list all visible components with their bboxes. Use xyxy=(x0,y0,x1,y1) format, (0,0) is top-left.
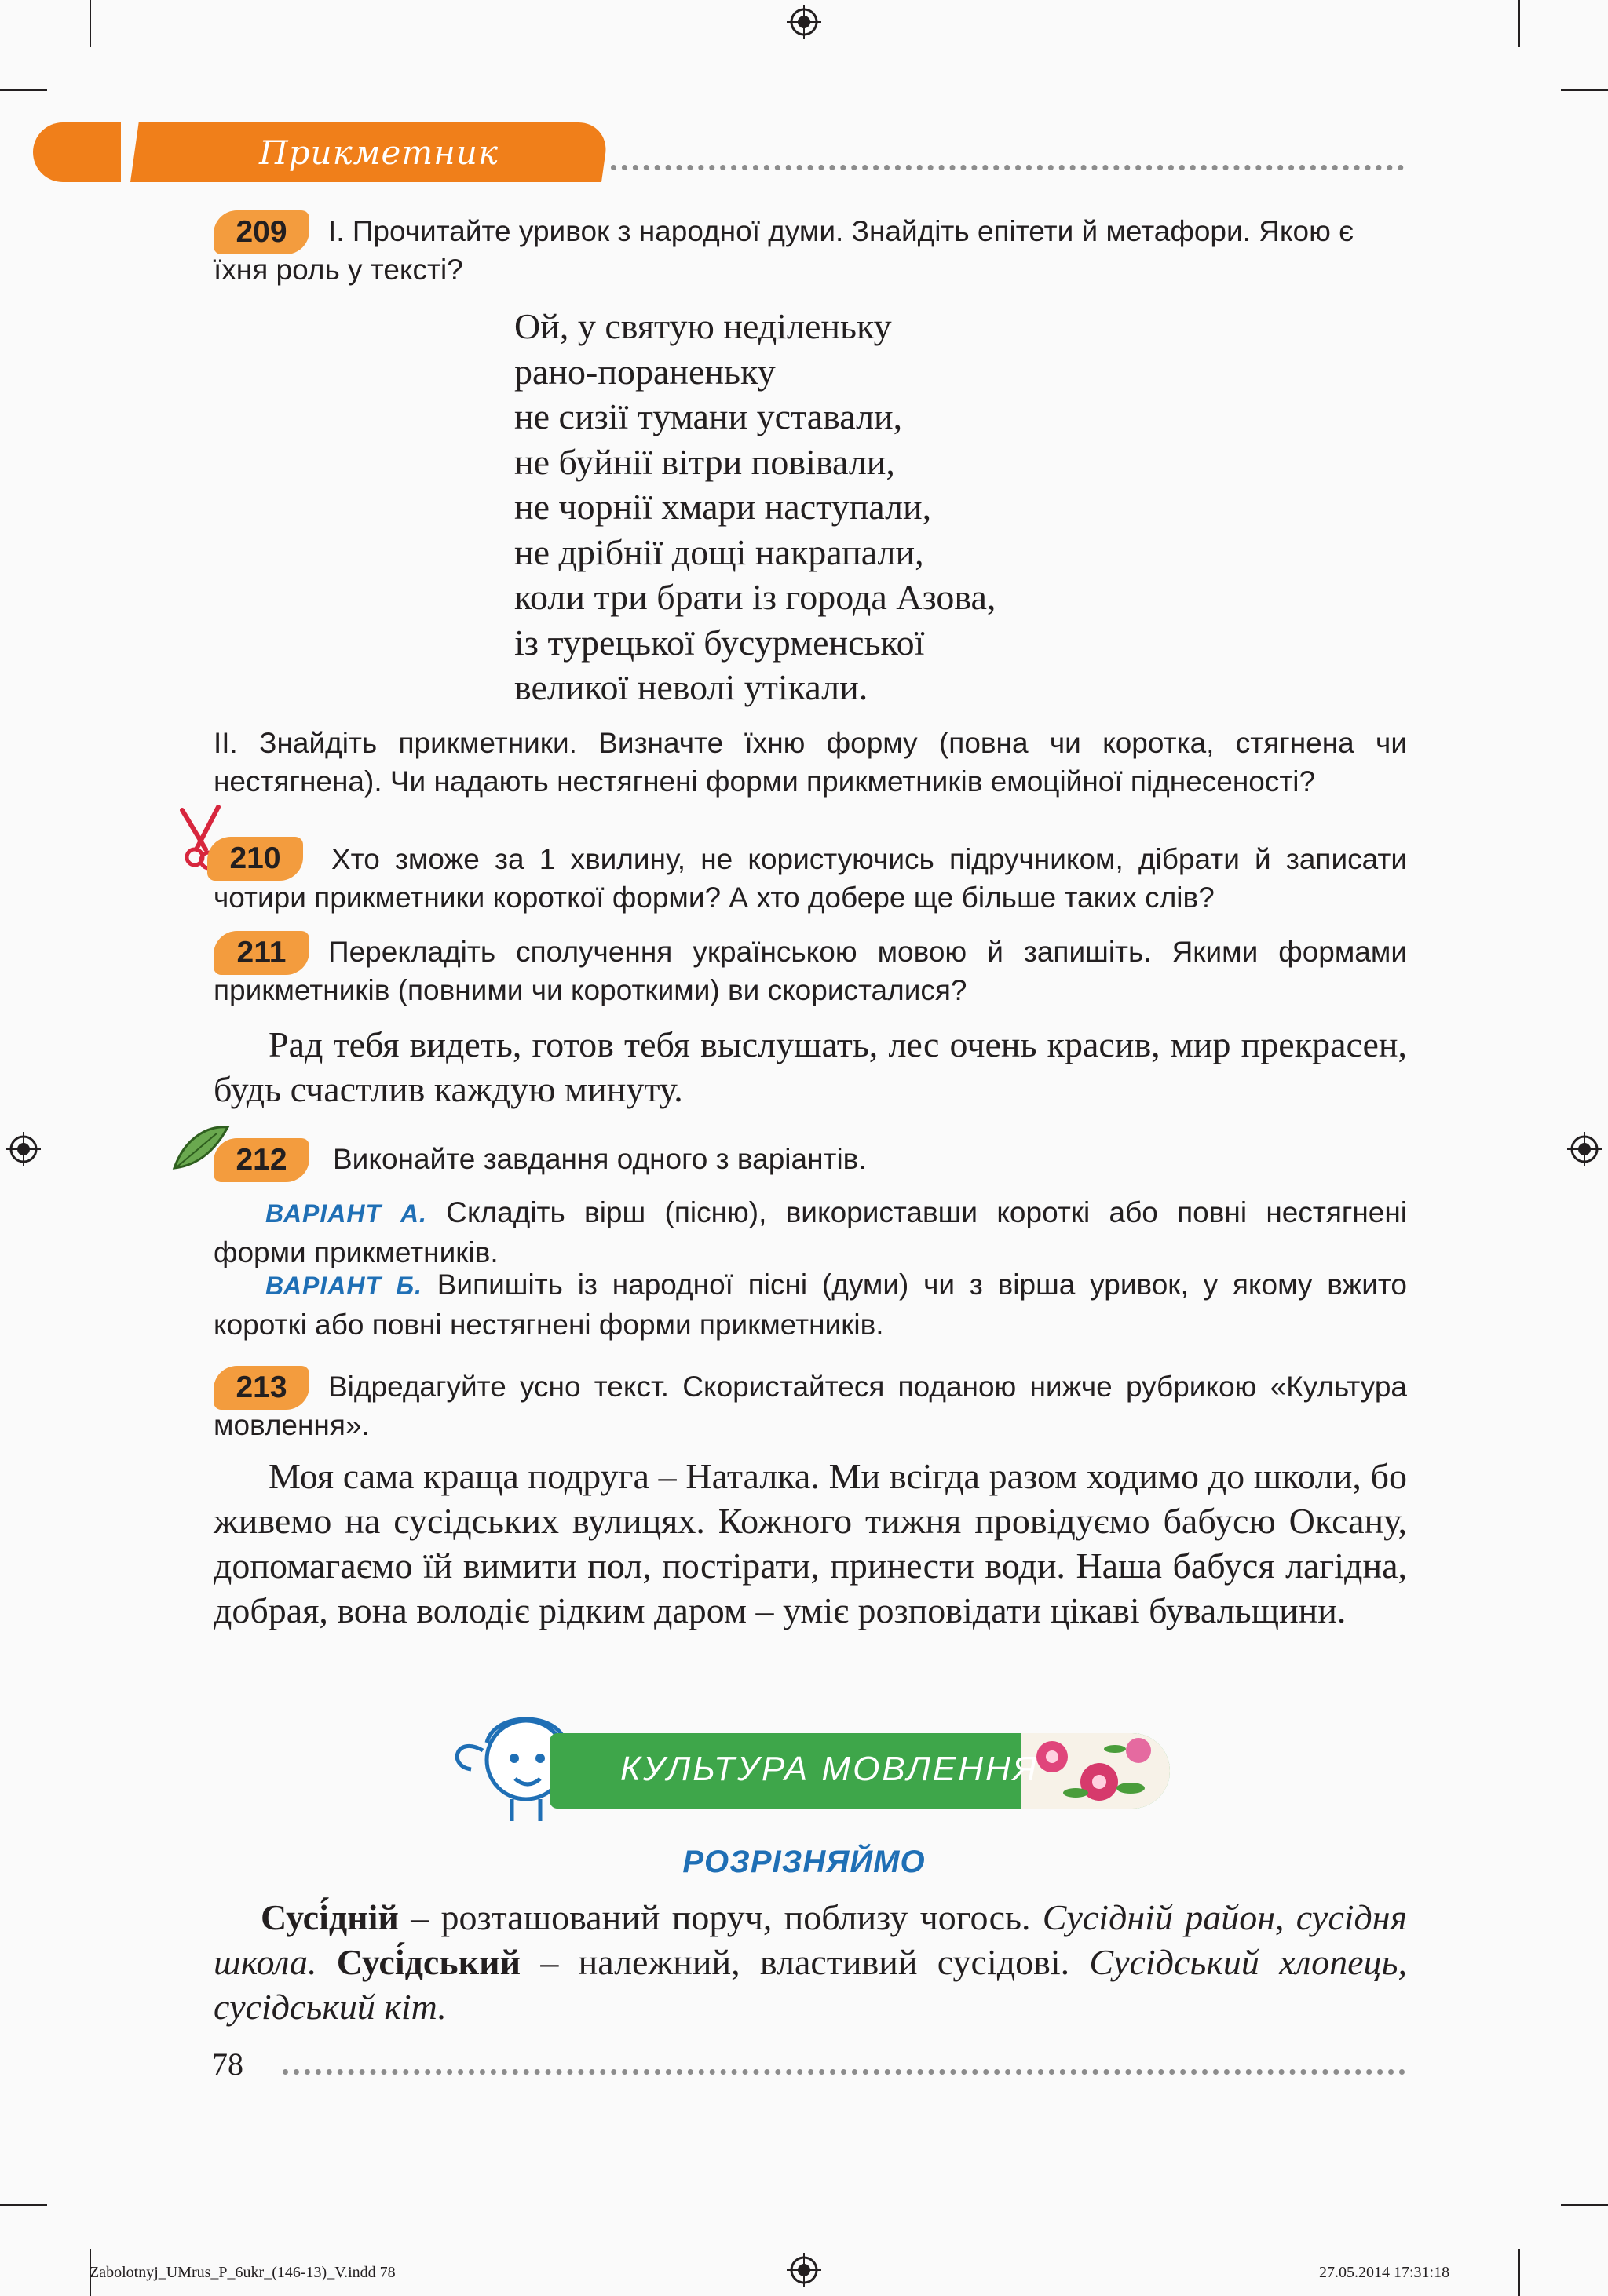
word-definitions xyxy=(214,1895,1407,2029)
registration-mark-icon xyxy=(787,2253,821,2287)
culture-banner-title: КУЛЬТУРА МОВЛЕННЯ xyxy=(620,1750,1039,1788)
registration-mark-icon xyxy=(787,5,821,39)
exercise-212-text: Виконайте завдання одного з варіантів. xyxy=(333,1143,867,1175)
registration-mark-icon xyxy=(1567,1132,1602,1166)
exercise-number-213: 213 xyxy=(214,1366,309,1410)
poem-line: не чорнії хмари наступали, xyxy=(514,487,932,527)
crop-mark xyxy=(0,2204,47,2206)
crop-mark xyxy=(0,89,47,91)
variant-b xyxy=(214,1265,1407,1344)
variant-a-text: Складіть вірш (пісню), використавши короткі або повні нестягнені форми прикметників. xyxy=(214,1196,1408,1268)
crop-mark xyxy=(90,0,91,47)
exercise-number-211: 211 xyxy=(214,931,309,975)
footer-dotted-rule xyxy=(283,2069,1405,2075)
russian-phrases: Рад тебя видеть, готов тебя выслушать, лес очень красив, мир прекрасен, будь счастлив каждую минуту. xyxy=(214,1024,1407,1109)
floral-decoration xyxy=(1021,1733,1170,1809)
exercise-210-text: Хто зможе за 1 хвилину, не користуючись підручником, дібрати й записати чотири прикметники короткої форми? А хто добере ще більше таких слів? xyxy=(214,843,1407,914)
exercise-209-task-1: І. Прочитайте уривок з народної думи. Знайдіть епітети й метафори. Якою є їхня роль у тексті? xyxy=(214,215,1354,286)
crop-mark xyxy=(1561,89,1608,91)
variant-b-text: Випишіть із народної пісні (думи) чи з вірша уривок, у якому вжито короткі або повні нестягнені форми прикметників. xyxy=(214,1268,1407,1341)
header-accent xyxy=(33,122,121,182)
term-1: Сусі́дній xyxy=(261,1897,399,1937)
passage-to-edit: Моя сама краща подруга – Наталка. Ми всігда разом ходимо до школи, бо живемо на сусідських вулицях. Кожного тижня провідуємо бабусю Оксану, допомагаємо їй вимити пол, постірати, принести води. Наша бабуся лагідна, добрая, вона володіє рідким даром – уміє розповідати цікаві бувальщини. xyxy=(214,1456,1407,1630)
variant-a-label: ВАРІАНТ А. xyxy=(265,1199,427,1228)
example-1: Сусідній район, сусідня школа. xyxy=(214,1897,1407,1982)
poem-line: не буйнії вітри повівали, xyxy=(514,441,895,482)
poem-excerpt xyxy=(514,304,1221,710)
print-date-info: 27.05.2014 17:31:18 xyxy=(1319,2264,1450,2281)
variant-a xyxy=(214,1193,1407,1272)
section-title: Прикметник xyxy=(259,133,499,172)
variant-b-label: ВАРІАНТ Б. xyxy=(265,1272,422,1300)
poem-line: коли три брати із города Азова, xyxy=(514,577,996,617)
print-file-info: Zabolotnyj_UMrus_P_6ukr_(146-13)_V.indd 78 xyxy=(90,2264,396,2281)
crop-mark xyxy=(1518,0,1520,47)
poem-line: не сизії тумани уставали, xyxy=(514,396,903,436)
flower-pattern-icon xyxy=(1021,1733,1170,1809)
header-dotted-rule xyxy=(611,165,1404,170)
exercise-211-text: Перекладіть сполучення українською мовою й запишіть. Якими формами прикметників (повними чи короткими) ви скористалися? xyxy=(214,936,1407,1006)
crop-mark xyxy=(1561,2204,1608,2206)
poem-line: із турецької бусурменської xyxy=(514,622,925,663)
definition-2: – належний, властивий сусідові. xyxy=(521,1942,1090,1982)
term-2: Сусі́дський xyxy=(316,1942,521,1982)
poem-line: Ой, у святую неділеньку xyxy=(514,306,892,346)
example-2: Сусідський хлопець, сусідський кіт. xyxy=(214,1942,1407,2027)
definition-1: – розташований поруч, поблизу чогось. xyxy=(398,1897,1043,1937)
exercise-number-210: 210 xyxy=(207,837,303,881)
subheading-distinguish: РОЗРІЗНЯЙМО xyxy=(682,1845,926,1879)
poem-line: великої неволі утікали. xyxy=(514,667,868,707)
page-number: 78 xyxy=(212,2046,243,2082)
crop-mark xyxy=(1518,2249,1520,2296)
exercise-number-209: 209 xyxy=(214,210,309,254)
registration-mark-icon xyxy=(6,1132,41,1166)
poem-line: рано-пораненьку xyxy=(514,351,776,392)
poem-line: не дрібнії дощі накрапали, xyxy=(514,531,924,572)
exercise-213-text: Відредагуйте усно текст. Скористайтеся поданою нижче рубрикою «Культура мовлення». xyxy=(214,1371,1407,1441)
exercise-number-212: 212 xyxy=(214,1138,309,1182)
exercise-209-task-2: ІІ. Знайдіть прикметники. Визначте їхню форму (повна чи коротка, стягнена чи нестягнена). Чи надають нестягнені форми прикметників емоційної піднесеності? xyxy=(214,727,1407,798)
